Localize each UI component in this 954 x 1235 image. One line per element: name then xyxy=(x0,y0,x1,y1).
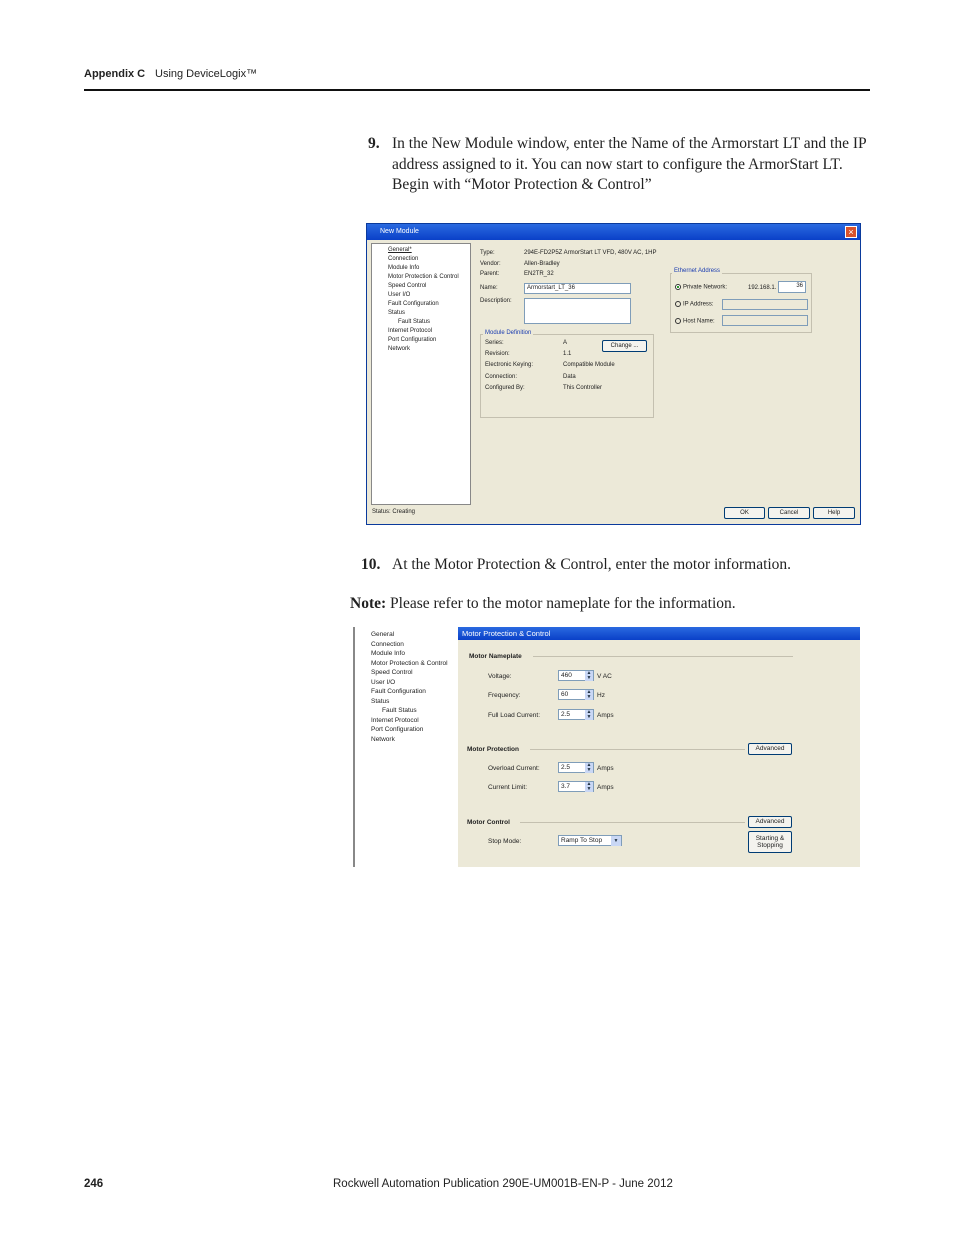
current-limit-stepper[interactable]: 3.7 ▲ ▼ xyxy=(558,781,594,792)
close-icon[interactable]: × xyxy=(845,226,857,238)
keying-value: Compatible Module xyxy=(563,362,615,368)
tree-item-user-io[interactable]: User I/O xyxy=(388,292,411,298)
starting-stopping-button[interactable]: Starting & Stopping xyxy=(748,831,792,853)
header-appendix: Appendix C xyxy=(84,68,146,80)
tree-item-network[interactable]: Network xyxy=(371,735,395,743)
tree-item-network[interactable]: Network xyxy=(388,346,411,352)
ip-address-option[interactable]: IP Address: xyxy=(675,301,714,308)
tree-item-fault-configuration[interactable]: Fault Configuration xyxy=(371,688,426,695)
voltage-stepper[interactable]: 460 ▲ ▼ xyxy=(558,670,594,681)
tree-item-fault-status[interactable]: Fault Status xyxy=(382,707,417,714)
dialog-titlebar xyxy=(367,224,860,240)
voltage-unit: V AC xyxy=(597,673,612,680)
spinner-icon[interactable]: ▲ ▼ xyxy=(586,781,592,792)
dialog-status: Status: Creating xyxy=(372,509,416,515)
note-text: Please refer to the motor nameplate for the information. xyxy=(390,595,736,612)
ip-prefix: 192.168.1. xyxy=(748,285,777,291)
tree-item-user-io[interactable]: User I/O xyxy=(371,678,396,686)
spinner-icon[interactable]: ▲ ▼ xyxy=(586,670,592,681)
tree-item-module-info[interactable]: Module Info xyxy=(388,265,420,271)
current-limit-unit: Amps xyxy=(597,784,614,791)
page-number: 246 xyxy=(84,1178,104,1190)
frequency-unit: Hz xyxy=(597,692,605,699)
divider xyxy=(530,749,745,750)
divider xyxy=(520,822,745,823)
radio-selected-icon xyxy=(675,284,681,290)
stop-mode-label: Stop Mode: xyxy=(488,838,522,845)
tree-item-general[interactable]: General* xyxy=(388,247,412,253)
voltage-label: Voltage: xyxy=(488,673,512,680)
step-9-number: 9. xyxy=(368,135,380,152)
frequency-stepper[interactable]: 60 ▲ ▼ xyxy=(558,689,594,700)
motor-protection-panel xyxy=(353,627,860,867)
revision-label: Revision: xyxy=(485,351,510,357)
host-name-option[interactable]: Host Name: xyxy=(675,318,715,325)
ip-address-input[interactable] xyxy=(722,299,808,310)
ip-last-octet-input[interactable] xyxy=(778,281,806,293)
header-title: Using DeviceLogix™ xyxy=(155,68,258,80)
advanced-protection-button[interactable]: Advanced xyxy=(748,743,792,755)
divider xyxy=(533,656,793,657)
connection-label: Connection: xyxy=(485,374,518,380)
name-input[interactable] xyxy=(524,283,631,294)
new-module-dialog xyxy=(366,223,861,525)
note xyxy=(350,595,870,613)
tree-item-connection[interactable]: Connection xyxy=(388,256,419,262)
tree-item-general[interactable]: General xyxy=(371,631,395,638)
step-10-number: 10. xyxy=(361,556,381,573)
description-label: Description: xyxy=(480,298,512,304)
tree-item-internet-protocol[interactable]: Internet Protocol xyxy=(371,716,419,724)
tree-item-internet-protocol[interactable]: Internet Protocol xyxy=(388,328,433,334)
note-label: Note: xyxy=(350,595,387,612)
tree-item-port-configuration[interactable]: Port Configuration xyxy=(388,337,437,343)
keying-label: Electronic Keying: xyxy=(485,362,534,368)
series-value: A xyxy=(563,340,568,346)
step-9 xyxy=(368,134,872,196)
current-limit-label: Current Limit: xyxy=(488,784,528,791)
dialog-tree xyxy=(371,243,471,505)
series-label: Series: xyxy=(485,340,504,346)
radio-icon xyxy=(675,318,681,324)
ip-last-octet-value: 36 xyxy=(796,283,803,289)
spinner-icon[interactable]: ▲ ▼ xyxy=(586,709,592,720)
flc-stepper[interactable]: 2.5 ▲ ▼ xyxy=(558,709,594,720)
chevron-down-icon[interactable]: ▼ xyxy=(611,836,621,846)
stop-mode-select[interactable]: Ramp To Stop ▼ xyxy=(558,835,622,846)
tree-item-speed-control[interactable]: Speed Control xyxy=(388,283,427,289)
parent-value: EN2TR_32 xyxy=(524,271,554,277)
spinner-icon[interactable]: ▲ ▼ xyxy=(586,689,592,700)
tree-item-fault-status[interactable]: Fault Status xyxy=(398,319,431,325)
header-rule xyxy=(84,89,870,91)
module-definition-title: Module Definition xyxy=(485,330,532,336)
configured-by-label: Configured By: xyxy=(485,385,525,391)
type-value: 294E-FD2P5Z ArmorStart LT VFD, 480V AC, 1HP xyxy=(524,250,657,256)
step-9-text: In the New Module window, enter the Name of the Armorstart LT and the IP address assigned to it. You can now start to configure the ArmorStart LT. Begin with “Motor Protection & Control” xyxy=(392,135,867,193)
step-10-text: At the Motor Protection & Control, enter the motor information. xyxy=(392,556,792,573)
connection-value: Data xyxy=(563,374,576,380)
panel-main xyxy=(458,627,860,867)
ok-button[interactable]: OK xyxy=(724,507,765,519)
type-label: Type: xyxy=(480,250,495,256)
frequency-label: Frequency: xyxy=(488,692,521,699)
tree-item-fault-configuration[interactable]: Fault Configuration xyxy=(388,301,439,307)
overload-label: Overload Current: xyxy=(488,765,540,772)
panel-title: Motor Protection & Control xyxy=(458,627,860,640)
control-section: Motor Control xyxy=(467,819,510,826)
step-10 xyxy=(361,555,872,576)
change-button[interactable]: Change ... xyxy=(602,340,647,352)
help-button[interactable]: Help xyxy=(813,507,855,519)
name-input-value: Armorstart_LT_36 xyxy=(527,285,575,291)
tree-item-port-configuration[interactable]: Port Configuration xyxy=(371,726,424,733)
tree-item-module-info[interactable]: Module Info xyxy=(371,650,405,657)
spinner-icon[interactable]: ▲ ▼ xyxy=(586,762,592,773)
tree-item-connection[interactable]: Connection xyxy=(371,640,404,648)
configured-by-value: This Controller xyxy=(563,385,603,391)
overload-unit: Amps xyxy=(597,765,614,772)
name-label: Name: xyxy=(480,285,498,291)
advanced-control-button[interactable]: Advanced xyxy=(748,816,792,828)
tree-item-status[interactable]: Status xyxy=(371,697,390,705)
vendor-label: Vendor: xyxy=(480,261,501,267)
vendor-value: Allen-Bradley xyxy=(524,261,560,267)
tree-item-motor-protection[interactable]: Motor Protection & Control xyxy=(388,274,459,280)
nameplate-section: Motor Nameplate xyxy=(469,653,522,660)
cancel-button[interactable]: Cancel xyxy=(768,507,810,519)
ethernet-group-title: Ethernet Address xyxy=(674,268,721,274)
overload-stepper[interactable]: 2.5 ▲ ▼ xyxy=(558,762,594,773)
protection-section: Motor Protection xyxy=(467,746,519,753)
private-network-option[interactable]: Private Network: xyxy=(675,284,727,291)
radio-icon xyxy=(675,301,681,307)
tree-item-speed-control[interactable]: Speed Control xyxy=(371,669,413,676)
parent-label: Parent: xyxy=(480,271,500,277)
flc-unit: Amps xyxy=(597,712,614,719)
tree-item-status[interactable]: Status xyxy=(388,310,406,316)
dialog-title: New Module xyxy=(380,228,419,235)
publication-info: Rockwell Automation Publication 290E-UM001B-EN-P - June 2012 xyxy=(333,1178,673,1190)
revision-value: 1.1 xyxy=(563,351,572,357)
panel-tree xyxy=(353,627,458,867)
tree-item-motor-protection[interactable]: Motor Protection & Control xyxy=(371,659,448,667)
flc-label: Full Load Current: xyxy=(488,712,541,719)
host-name-input[interactable] xyxy=(722,315,808,326)
description-input[interactable] xyxy=(524,298,631,324)
